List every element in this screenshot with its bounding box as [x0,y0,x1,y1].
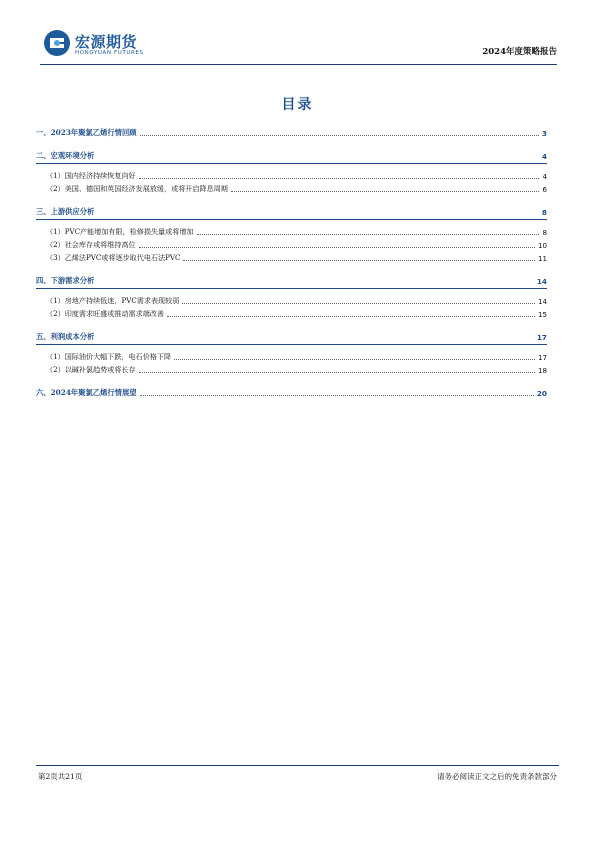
toc-item-page: 11 [537,254,547,263]
page-header [40,26,557,64]
toc-item-page: 15 [537,310,547,319]
logo-mark-icon [43,29,71,57]
toc-section[interactable] [36,327,547,345]
toc-section-page: 3 [541,129,547,138]
toc-section-label: 五、利润成本分析 [36,332,95,341]
toc-item[interactable] [36,170,547,183]
header-divider [40,64,557,65]
toc-section-label: 四、下游需求分析 [36,276,95,285]
toc-item-page: 18 [537,366,547,375]
leader-dots [182,303,535,304]
toc-item[interactable] [36,364,547,377]
toc-section-page: 14 [536,277,547,286]
toc-item-page: 4 [542,172,547,181]
toc-section-page: 8 [541,208,547,217]
leader-dots [140,135,539,136]
leader-dots [197,234,540,235]
leader-dots [140,395,534,396]
footer-divider [36,765,559,766]
toc-item-label: （1）PVC产能增加有限，检修损失量或将增加 [46,227,194,236]
leader-dots [167,316,535,317]
toc-section[interactable] [36,146,547,164]
toc-item-label: （2）社会库存或将维持高位 [46,240,136,249]
toc-item-page: 6 [542,185,547,194]
brand-logo [43,29,163,61]
toc-section-page: 17 [536,333,547,342]
toc-section[interactable] [36,271,547,289]
toc-item-page: 17 [537,353,547,362]
toc-section[interactable] [36,383,547,400]
toc-item[interactable] [36,351,547,364]
leader-dots [174,359,535,360]
toc-item-label: （1）房地产持续低迷，PVC需求表现较弱 [46,296,180,305]
toc-title: 目录 [281,97,314,113]
toc-item[interactable] [36,239,547,252]
toc-item-label: （2）以碱补氯趋势或将长存 [46,365,136,374]
disclaimer-note: 请务必阅读正文之后的免责条款部分 [437,772,557,781]
table-of-contents [36,123,547,406]
leader-dots [139,247,535,248]
toc-item[interactable] [36,252,547,265]
toc-item-label: （3）乙烯法PVC或将逐步取代电石法PVC [46,253,181,262]
toc-item[interactable] [36,308,547,321]
toc-section-page: 4 [541,152,547,161]
toc-item[interactable] [36,295,547,308]
leader-dots [139,178,540,179]
page-info: 第2页共21页 [38,772,83,781]
report-type: 2024年度策略报告 [482,47,557,57]
toc-item-label: （2）美国、德国和英国经济发展放缓，或将开启降息周期 [46,184,228,193]
toc-section-label: 二、宏观环境分析 [36,151,95,160]
leader-dots [183,260,534,261]
toc-section-page: 20 [536,389,547,398]
toc-section-label: 六、2024年聚氯乙烯行情展望 [36,388,137,397]
brand-name-cn: 宏源期货 [75,33,138,51]
toc-section[interactable] [36,202,547,220]
toc-item-page: 10 [537,241,547,250]
toc-section-label: 三、上游供应分析 [36,207,95,216]
toc-item-label: （1）国内经济持续恢复向好 [46,171,136,180]
brand-name-en: HONGYUAN FUTURES [75,50,144,56]
leader-dots [139,372,535,373]
toc-section[interactable] [36,123,547,140]
leader-dots [231,191,540,192]
toc-section-label: 一、2023年聚氯乙烯行情回顾 [36,128,137,137]
toc-item-page: 14 [537,297,547,306]
toc-item-label: （2）印度需求旺盛或推动需求端改善 [46,309,165,318]
toc-item[interactable] [36,183,547,196]
toc-item[interactable] [36,226,547,239]
toc-item-page: 8 [542,228,547,237]
toc-item-label: （1）国际油价大幅下跌，电石价格下降 [46,352,172,361]
